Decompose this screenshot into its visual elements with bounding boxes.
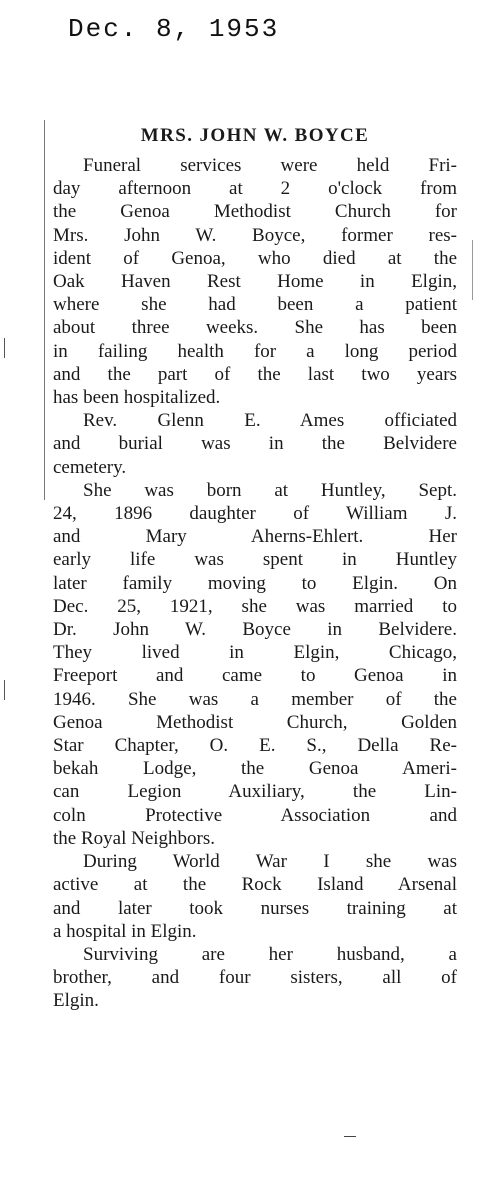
obituary-clipping [53,124,457,1013]
text-line: a hospital in Elgin. [53,920,197,942]
headline: MRS. JOHN W. BOYCE [140,125,370,146]
text-line: in failing health for a long period [53,340,457,362]
text-line: and the part of the last two years [53,363,457,385]
text-line: Surviving are her husband, a [83,943,457,965]
column-rule-left [44,120,45,500]
text-line: 1946. She was a member of the [53,688,457,710]
column-rule-right [472,240,473,300]
text-line: Dr. John W. Boyce in Belvidere. [53,619,457,641]
text-line: about three weeks. She has been [53,317,457,339]
text-line: has been hospitalized. [53,387,221,409]
text-line: cemetery. [53,456,127,478]
text-line: the Genoa Methodist Church for [53,201,457,223]
text-line: Star Chapter, O. E. S., Della Re- [53,735,457,757]
text-line: brother, and four sisters, all of [53,967,457,989]
text-line: Freeport and came to Genoa in [53,665,457,687]
scan-mark [4,680,5,700]
paragraph [53,850,457,943]
text-line: the Royal Neighbors. [53,827,216,849]
text-line: active at the Rock Island Arsenal [53,874,457,896]
text-line: and Mary Aherns-Ehlert. Her [53,526,457,548]
text-line: Oak Haven Rest Home in Elgin, [53,271,457,293]
text-line: During World War I she was [83,851,457,873]
end-mark [344,1136,356,1137]
text-line: later family moving to Elgin. On [53,572,457,594]
paragraph [53,409,457,479]
text-line: 24, 1896 daughter of William J. [53,503,457,525]
paragraph [53,479,457,850]
text-line: early life was spent in Huntley [53,549,457,571]
paragraph [53,154,457,409]
text-line: Dec. 25, 1921, she was married to [53,595,457,617]
article-body [53,154,457,1013]
text-line: where she had been a patient [53,294,457,316]
paragraph [53,943,457,1013]
text-line: bekah Lodge, the Genoa Ameri- [53,758,457,780]
text-line: Genoa Methodist Church, Golden [53,711,457,733]
text-line: Rev. Glenn E. Ames officiated [83,410,457,432]
text-line: ident of Genoa, who died at the [53,247,457,269]
text-line: and burial was in the Belvidere [53,433,457,455]
text-line: day afternoon at 2 o'clock from [53,178,457,200]
text-line: She was born at Huntley, Sept. [83,479,457,501]
dateline: Dec. 8, 1953 [68,14,280,44]
text-line: Mrs. John W. Boyce, former res- [53,224,457,246]
text-line: coln Protective Association and [53,804,457,826]
scan-mark [4,338,5,358]
text-line: can Legion Auxiliary, the Lin- [53,781,457,803]
text-line: Elgin. [53,990,99,1012]
text-line: and later took nurses training at [53,897,457,919]
text-line: Funeral services were held Fri- [83,155,457,176]
text-line: They lived in Elgin, Chicago, [53,642,457,664]
